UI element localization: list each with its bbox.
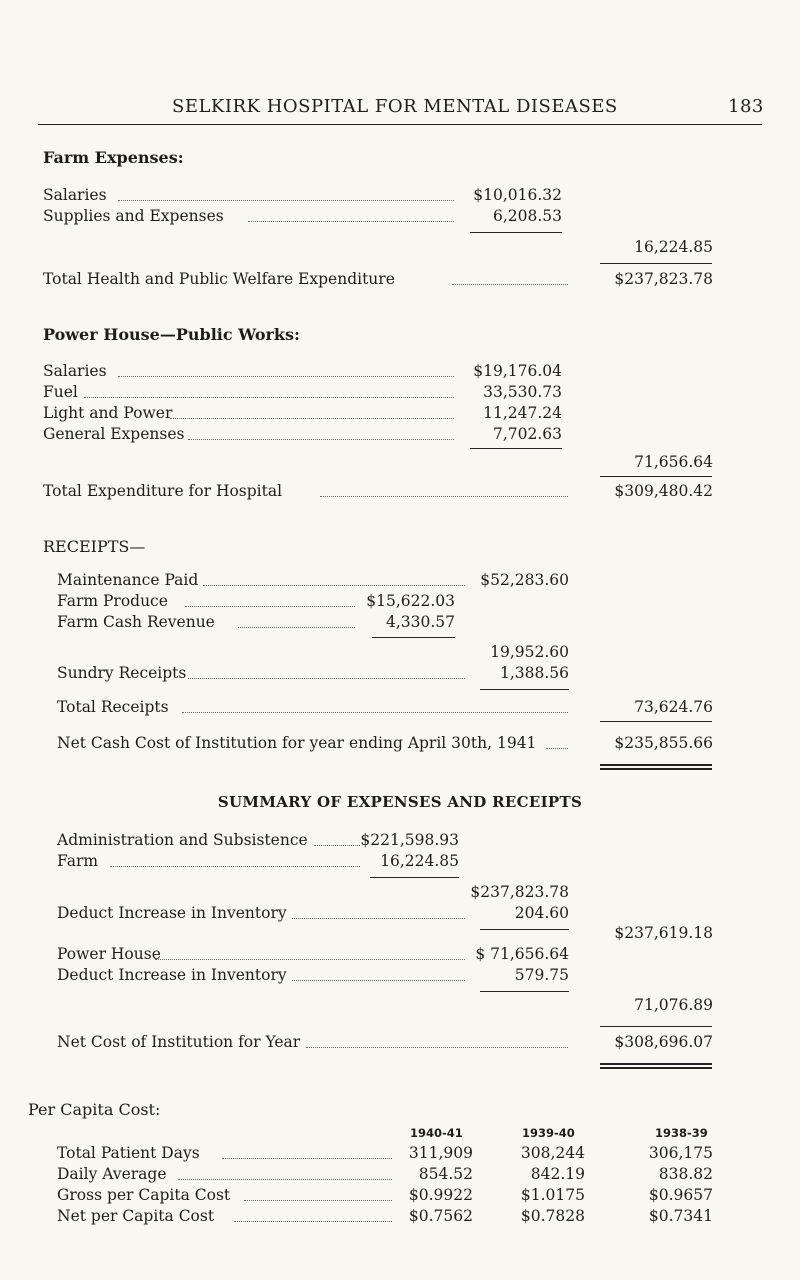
farm-receipts-subtotal: 19,952.60 (490, 643, 569, 661)
power-house-heading: Power House—Public Works: (43, 325, 300, 344)
value-1938-39: 306,175 (648, 1144, 713, 1162)
leader-dots (188, 678, 465, 679)
sum-rule (470, 448, 562, 449)
sum-rule (600, 476, 712, 477)
value-1940-41: $0.9922 (408, 1186, 473, 1204)
farm-salaries-label: Salaries (43, 186, 107, 204)
value-1939-40: $0.7828 (520, 1207, 585, 1225)
leader-dots (452, 284, 568, 285)
power-salaries-label: Salaries (43, 362, 107, 380)
running-header: SELKIRK HOSPITAL FOR MENTAL DISEASES (172, 96, 618, 117)
leader-dots (292, 980, 465, 981)
row-label: Total Patient Days (57, 1144, 200, 1162)
leader-dots (546, 748, 568, 749)
leader-dots (292, 918, 465, 919)
sum-rule (370, 877, 459, 878)
leader-dots (238, 627, 355, 628)
power-subtotal: 71,656.64 (634, 453, 713, 471)
leader-dots (234, 1221, 392, 1222)
power-fuel-value: 33,530.73 (483, 383, 562, 401)
farm-salaries-value: $10,016.32 (473, 186, 562, 204)
sum-rule (372, 637, 455, 638)
health-total-label: Total Health and Public Welfare Expenditure (43, 270, 395, 288)
leader-dots (84, 397, 454, 398)
value-1940-41: $0.7562 (408, 1207, 473, 1225)
summary-farm-label: Farm (57, 852, 99, 870)
leader-dots (185, 606, 355, 607)
leader-dots (203, 585, 465, 586)
leader-dots (178, 1179, 392, 1180)
double-rule (600, 764, 712, 766)
summary-admin-value: $221,598.93 (360, 831, 459, 849)
power-light-label: Light and Power (43, 404, 173, 422)
page-number: 183 (728, 96, 764, 117)
year-header: 1940-41 (410, 1126, 463, 1140)
sum-rule (480, 929, 569, 930)
row-label: Daily Average (57, 1165, 167, 1183)
receipts-heading: RECEIPTS— (43, 537, 146, 556)
power-fuel-label: Fuel (43, 383, 78, 401)
summary-net-first: $237,619.18 (614, 924, 713, 942)
deduct-inventory-label: Deduct Increase in Inventory (57, 904, 287, 922)
row-label: Net per Capita Cost (57, 1207, 215, 1225)
value-1939-40: $1.0175 (520, 1186, 585, 1204)
net-cash-value: $235,855.66 (614, 734, 713, 752)
year-header: 1939-40 (522, 1126, 575, 1140)
farm-supplies-label: Supplies and Expenses (43, 207, 224, 225)
summary-subtotal: $237,823.78 (470, 883, 569, 901)
health-total-value: $237,823.78 (614, 270, 713, 288)
farm-produce-value: $15,622.03 (366, 592, 455, 610)
net-cost-value: $308,696.07 (614, 1033, 713, 1051)
sum-rule (480, 689, 569, 690)
summary-admin-label: Administration and Subsistence (57, 831, 308, 849)
leader-dots (320, 496, 568, 497)
hospital-total-label: Total Expenditure for Hospital (43, 482, 283, 500)
farm-subtotal: 16,224.85 (634, 238, 713, 256)
leader-dots (182, 712, 568, 713)
deduct-inventory-value: 579.75 (514, 966, 569, 984)
year-header: 1938-39 (655, 1126, 708, 1140)
row-label: Gross per Capita Cost (57, 1186, 231, 1204)
sum-rule (600, 263, 712, 264)
leader-dots (155, 959, 465, 960)
sundry-value: 1,388.56 (499, 664, 569, 682)
deduct-inventory-label: Deduct Increase in Inventory (57, 966, 287, 984)
leader-dots (110, 866, 360, 867)
deduct-inventory-value: 204.60 (514, 904, 569, 922)
double-rule (600, 1067, 712, 1069)
per-capita-heading: Per Capita Cost: (28, 1100, 161, 1119)
leader-dots (248, 221, 454, 222)
net-cash-label: Net Cash Cost of Institution for year ending April 30th, 1941 (57, 734, 537, 752)
farm-expenses-heading: Farm Expenses: (43, 148, 184, 167)
power-house-value: $ 71,656.64 (475, 945, 569, 963)
farm-supplies-value: 6,208.53 (492, 207, 562, 225)
value-1938-39: 838.82 (658, 1165, 713, 1183)
leader-dots (188, 439, 454, 440)
leader-dots (118, 376, 454, 377)
value-1940-41: 311,909 (408, 1144, 473, 1162)
sum-rule (600, 721, 712, 722)
summary-farm-value: 16,224.85 (380, 852, 459, 870)
double-rule (600, 768, 712, 770)
leader-dots (244, 1200, 392, 1201)
power-general-value: 7,702.63 (492, 425, 562, 443)
summary-net-second: 71,076.89 (634, 996, 713, 1014)
double-rule (600, 1063, 712, 1065)
farm-produce-label: Farm Produce (57, 592, 168, 610)
power-salaries-value: $19,176.04 (473, 362, 562, 380)
sum-rule (470, 232, 562, 233)
leader-dots (118, 200, 454, 201)
power-general-label: General Expenses (43, 425, 185, 443)
sum-rule (480, 991, 569, 992)
value-1938-39: $0.7341 (648, 1207, 713, 1225)
total-receipts-value: 73,624.76 (634, 698, 713, 716)
value-1940-41: 854.52 (418, 1165, 473, 1183)
value-1939-40: 308,244 (520, 1144, 585, 1162)
hospital-total-value: $309,480.42 (614, 482, 713, 500)
power-light-value: 11,247.24 (483, 404, 562, 422)
total-receipts-label: Total Receipts (57, 698, 169, 716)
farm-cash-value: 4,330.57 (385, 613, 455, 631)
farm-cash-label: Farm Cash Revenue (57, 613, 215, 631)
summary-title: SUMMARY OF EXPENSES AND RECEIPTS (217, 793, 583, 811)
leader-dots (222, 1158, 392, 1159)
leader-dots (170, 418, 454, 419)
maintenance-label: Maintenance Paid (57, 571, 199, 589)
leader-dots (306, 1047, 568, 1048)
value-1939-40: 842.19 (530, 1165, 585, 1183)
net-cost-label: Net Cost of Institution for Year (57, 1033, 301, 1051)
header-rule (38, 124, 762, 125)
power-house-label: Power House (57, 945, 161, 963)
sum-rule (600, 1026, 712, 1027)
value-1938-39: $0.9657 (648, 1186, 713, 1204)
sundry-label: Sundry Receipts (57, 664, 187, 682)
maintenance-value: $52,283.60 (480, 571, 569, 589)
